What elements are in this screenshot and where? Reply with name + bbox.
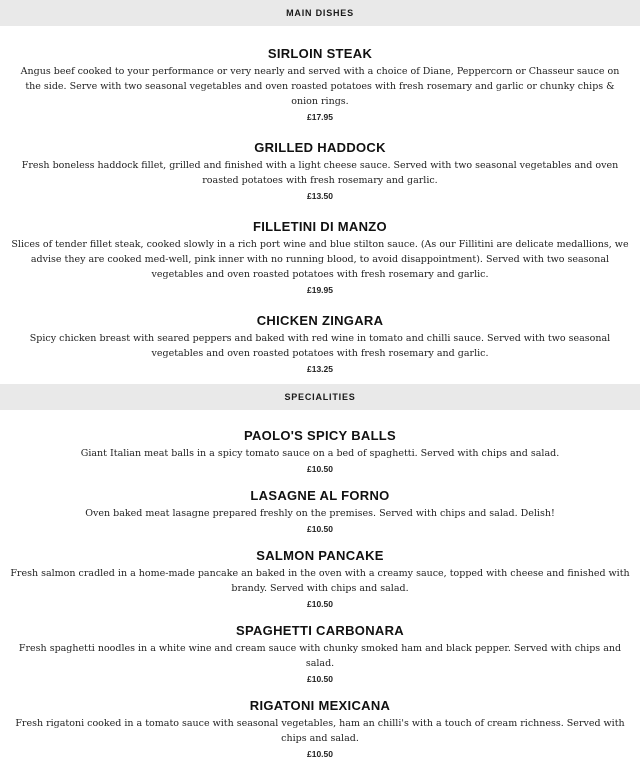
menu-item [8, 698, 632, 761]
dish-name: RIGATONI MEXICANA [249, 698, 391, 713]
dish-price: £10.50 [307, 749, 333, 759]
dish-price: £13.25 [307, 364, 333, 374]
dish-description: Slices of tender fillet steak, cooked slowly in a rich port wine and blue stilton sauce. (As our Fillitini are delicate medallions, we advise they are cooked med-well, pink inner with no running blood, to avoid disappointment). Served with two seasonal vegetables and oven roasted potatoes with fresh rosemary and garlic. [11, 239, 629, 280]
dish-price: £10.50 [307, 674, 333, 684]
dish-description: Fresh boneless haddock fillet, grilled and finished with a light cheese sauce. Served with two seasonal vegetables and oven roasted potatoes with fresh rosemary and garlic. [21, 160, 619, 186]
dish-name: SALMON PANCAKE [256, 548, 384, 563]
dish-description: Spicy chicken breast with seared peppers and baked with red wine in tomato and chilli sauce. Served with two seasonal vegetables and oven roasted potatoes with fresh rosemary and garlic. [29, 333, 611, 359]
menu-item [8, 46, 632, 124]
dish-price: £10.50 [307, 464, 333, 474]
dish-name: SPAGHETTI CARBONARA [236, 623, 404, 638]
dish-name: LASAGNE AL FORNO [250, 488, 390, 503]
dish-description: Angus beef cooked to your performance or very nearly and served with a choice of Diane, Peppercorn or Chasseur sauce on the side. Serve with two seasonal vegetables and oven roasted potatoes with fresh rosemary and garlic or chunky chips & onion rings. [20, 66, 620, 107]
dish-description: Giant Italian meat balls in a spicy tomato sauce on a bed of spaghetti. Served with chips and salad. [80, 448, 560, 459]
dish-name: CHICKEN ZINGARA [256, 313, 384, 328]
menu-item [8, 219, 632, 297]
dish-name: GRILLED HADDOCK [254, 140, 386, 155]
section-header-specialities: SPECIALITIES [0, 384, 640, 410]
dish-description: Fresh spaghetti noodles in a white wine and cream sauce with chunky smoked ham and black pepper. Served with chips and salad. [18, 643, 622, 669]
dish-price: £10.50 [307, 524, 333, 534]
dish-name: SIRLOIN STEAK [267, 46, 373, 61]
menu-item [8, 623, 632, 686]
dish-description: Fresh rigatoni cooked in a tomato sauce with seasonal vegetables, ham an chilli's with a touch of cream richness. Served with chips and salad. [15, 718, 625, 744]
main-dishes-section [0, 0, 640, 376]
dish-name: FILLETINI DI MANZO [253, 219, 387, 234]
menu-item [8, 140, 632, 203]
menu-item [8, 548, 632, 611]
menu-item [8, 313, 632, 376]
section-header-main-dishes: MAIN DISHES [0, 0, 640, 26]
dish-price: £17.95 [307, 112, 333, 122]
dish-price: £13.50 [307, 191, 333, 201]
dish-price: £10.50 [307, 599, 333, 609]
dish-description: Fresh salmon cradled in a home-made pancake an baked in the oven with a creamy sauce, topped with cheese and finished with brandy. Served with chips and salad. [10, 568, 630, 594]
dish-price: £19.95 [307, 285, 333, 295]
menu-item [8, 428, 632, 476]
dish-name: PAOLO'S SPICY BALLS [243, 428, 397, 443]
specialities-section [0, 384, 640, 761]
dish-description: Oven baked meat lasagne prepared freshly on the premises. Served with chips and salad. Delish! [85, 508, 555, 519]
menu-item [8, 488, 632, 536]
